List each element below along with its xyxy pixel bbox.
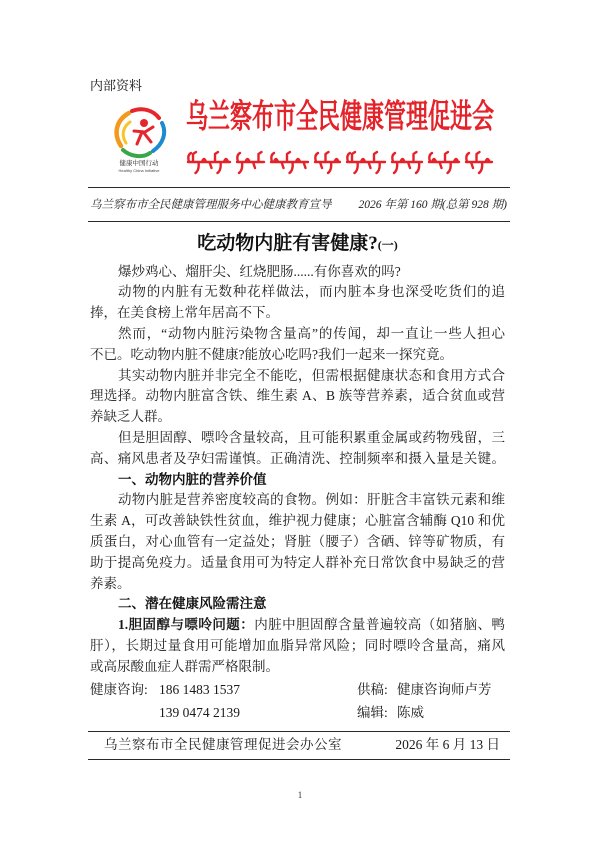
mongolian-word-glyph (466, 152, 492, 173)
section-heading: 二、潜在健康风险需注意 (118, 596, 267, 612)
body-line: 不已。吃动物内脏不健康?能放心吃吗?我们一起来一探究竟。 (90, 346, 453, 362)
logo-subtitle: Healthy China Initiative (118, 168, 160, 173)
masthead-divider-bottom (88, 221, 510, 222)
internal-label: 内部资料 (90, 78, 143, 93)
article-body (90, 262, 505, 678)
contributor-label: 供稿: (357, 682, 388, 697)
footer-date: 2026 年 6 月 13 日 (395, 737, 500, 752)
editor-label: 编辑: (357, 705, 388, 720)
editor-name: 陈威 (397, 705, 424, 720)
body-line: 但是胆固醇、嘌呤含量较高，且可能积累重金属或药物残留，三 (118, 429, 505, 445)
mongolian-word-glyph (392, 152, 422, 173)
body-line: 动物内脏是营养密度较高的食物。例如：肝脏含丰富铁元素和维 (118, 492, 505, 508)
mongolian-word-glyph (315, 152, 340, 173)
issue-number: 2026 年第 160 期(总第 928 期) (358, 199, 507, 211)
organization-title: 乌兰察布市全民健康管理促进会 (186, 97, 495, 135)
page-number: 1 (297, 790, 303, 800)
body-line: 爆炒鸡心、熘肝尖、红烧肥肠......有你喜欢的吗? (118, 263, 401, 279)
body-line: 高、痛风患者及孕妇需谨慎。正确清洗、控制频率和摄入量是关键。 (90, 450, 505, 466)
risk-item-label: 1.胆固醇与嘌呤问题： (118, 617, 255, 633)
body-line: 其实动物内脏并非完全不能吃，但需根据健康状态和食用方式合 (118, 367, 505, 383)
section-heading: 一、动物内脏的营养价值 (118, 471, 267, 487)
article-part-number: (一) (377, 238, 398, 252)
mongolian-script-title-graphic (186, 145, 496, 179)
footer-divider-bottom (88, 759, 510, 760)
mongolian-word-glyph (188, 152, 230, 173)
body-line: 然而，“动物内脏污染物含量高”的传闻，却一直让一些人担心 (118, 325, 505, 341)
logo-name: 健康中国行动 (119, 160, 159, 167)
body-line: 生素 A，可改善缺铁性贫血，维护视力健康；心脏富含辅酶 Q10 和优 (90, 513, 505, 529)
body-line: 助于提高免疫力。适量食用可为特定人群补充日常饮食中易缺乏的营 (90, 554, 505, 570)
risk-item (90, 615, 505, 636)
body-line: 养缺乏人群。 (90, 409, 171, 425)
footer-office: 乌兰察布市全民健康管理促进会办公室 (104, 737, 342, 752)
body-line: 肝），长期过量食用可能增加血脂异常风险；同时嘌呤含量高，痛风 (90, 637, 505, 653)
body-line: 理选择。动物内脏富含铁、维生素 A、B 族等营养素，适合贫血或营 (90, 388, 505, 404)
body-line: 捧，在美食榜上常年居高不下。 (90, 305, 279, 321)
issuer-line: 乌兰察布市全民健康管理服务中心健康教育宣导 (90, 199, 332, 211)
healthy-china-logo-icon (107, 104, 171, 160)
body-line: 养素。 (90, 575, 131, 591)
footer-divider-top (88, 731, 510, 732)
article-title (90, 232, 505, 257)
consult-label: 健康咨询: (90, 682, 148, 697)
body-line: 或高尿酸血症人群需严格限制。 (90, 658, 279, 674)
consult-phone: 139 0474 2139 (159, 705, 240, 720)
contributor-name: 健康咨询师卢芳 (397, 682, 492, 697)
body-line: 内脏中胆固醇含量普遍较高（如猪脑、鸭 (254, 617, 505, 633)
mongolian-word-glyph (271, 152, 308, 173)
masthead-divider-top (88, 187, 510, 188)
body-line: 质蛋白，对心血管有一定益处；肾脏（腰子）含硒、锌等矿物质，有 (90, 533, 505, 549)
mongolian-word-glyph (429, 152, 459, 173)
mongolian-word-glyph (237, 152, 264, 173)
consult-phone: 186 1483 1537 (159, 682, 240, 697)
body-line: 动物的内脏有无数种花样做法，而内脏本身也深受吃货们的追 (118, 284, 505, 300)
article-title-text: 吃动物内脏有害健康? (197, 233, 378, 254)
mongolian-word-glyph (347, 152, 385, 173)
